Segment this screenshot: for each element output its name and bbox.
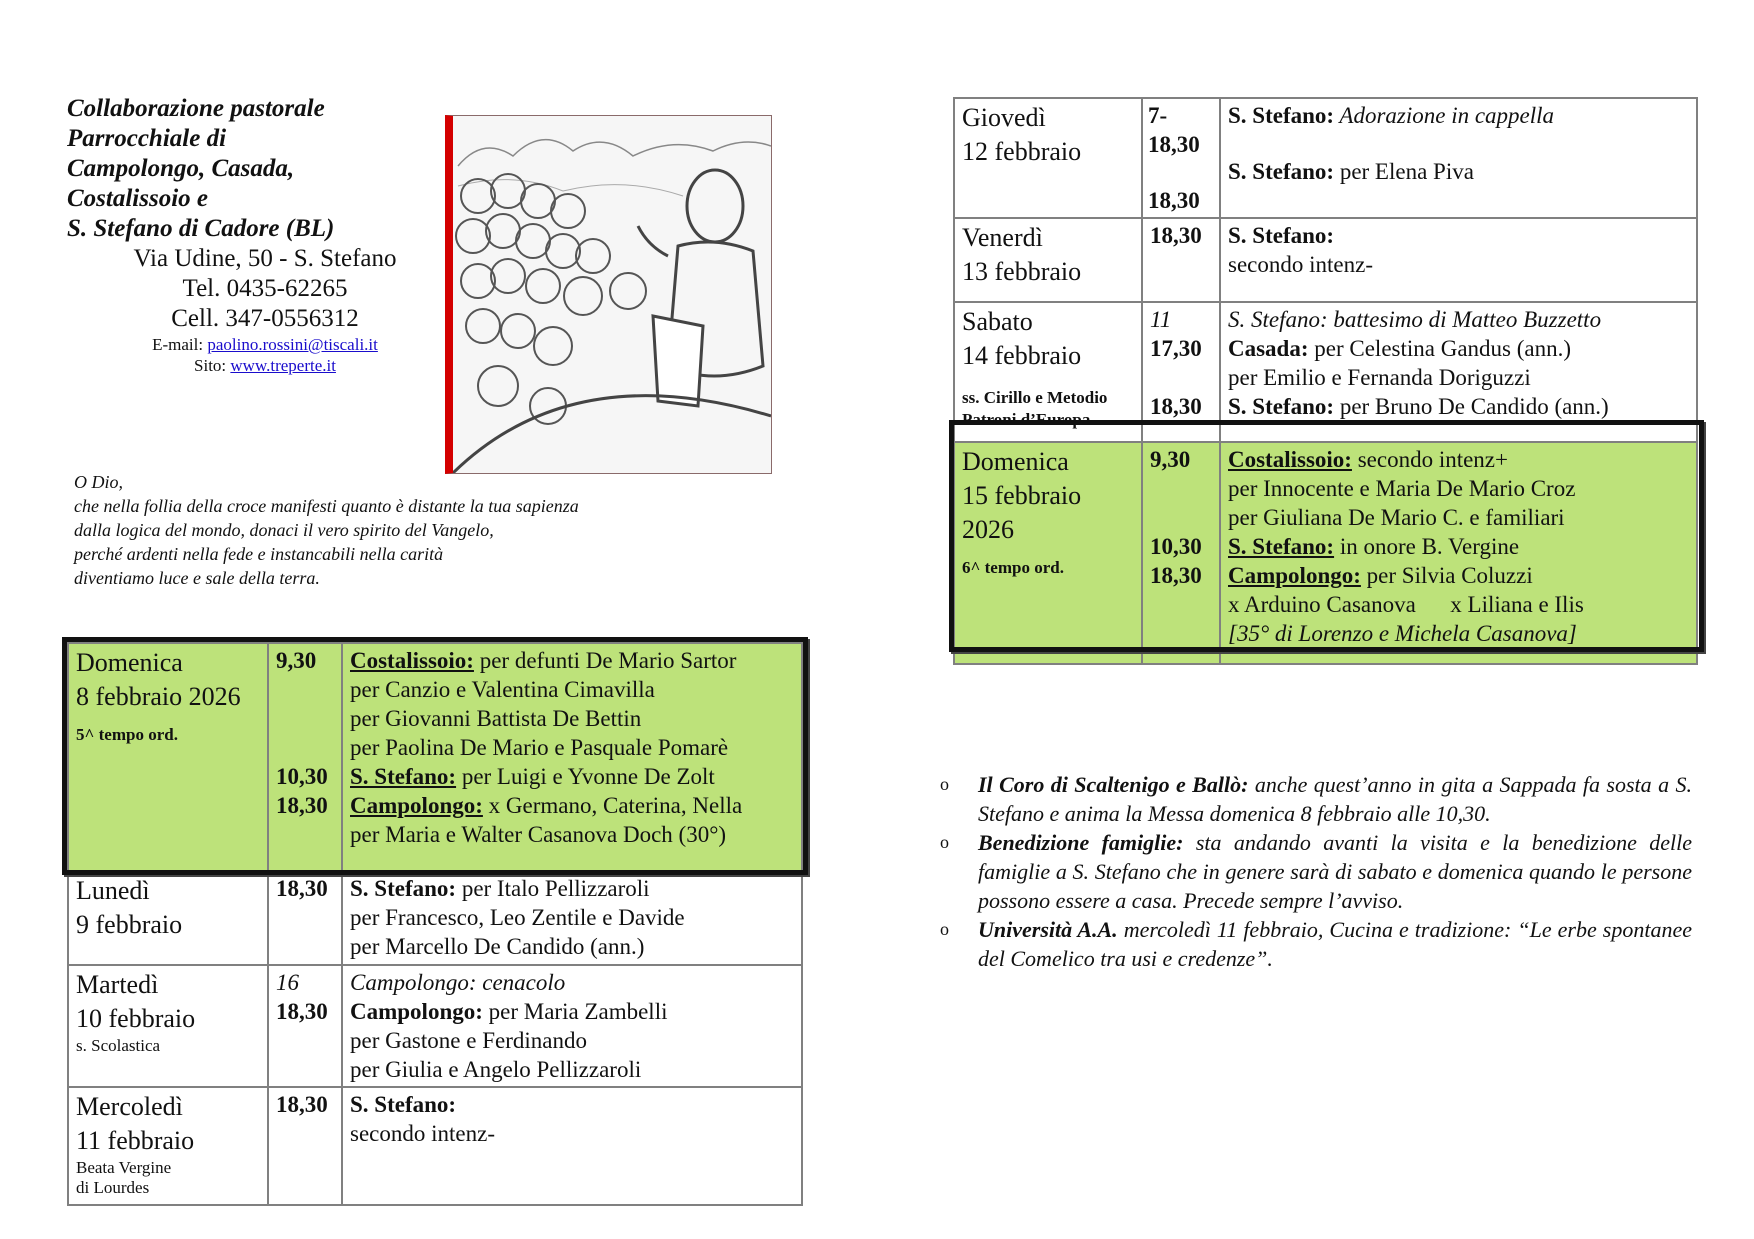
day-name: Venerdì [962,223,1043,252]
mass-time: 18,30 [276,1092,328,1117]
mass-time: 18,30 [276,793,328,818]
intention-line: Campolongo: per Maria Zambelli [350,999,668,1024]
schedule-row-sunday-15 [954,442,1697,664]
day-cell [954,218,1142,302]
mass-time: 7-18,30 [1148,103,1200,157]
bullet-circle-icon: o [940,774,949,794]
header-title-line: Parrocchiale di [67,125,227,152]
intention-line: Campolongo: per Silvia Coluzzi [1228,563,1533,588]
time-cell [1142,218,1220,302]
schedule-row-sunday-8 [68,643,802,871]
day-cell [68,965,268,1087]
intention-line: S. Stefano: per Bruno De Candido (ann.) [1228,394,1609,419]
cellphone: Cell. 347-0556312 [171,305,359,332]
illustration-drawing [453,116,771,473]
intentions-cell [1220,218,1697,302]
schedule-row-wednesday-11 [68,1087,802,1205]
notice-title: Il Coro di Scaltenigo e Ballò: [978,772,1249,797]
header-title-line: Collaborazione pastorale [67,95,325,122]
mass-time: 17,30 [1150,336,1202,361]
intention-place: S. Stefano: [1228,223,1335,248]
intention-line: S. Stefano: in onore B. Vergine [1228,534,1520,559]
notice-item [940,828,1692,915]
day-name: Martedì [76,970,159,999]
day-name: Giovedì [962,103,1046,132]
day-cell [68,643,268,871]
intentions-cell [342,643,802,871]
site-link[interactable]: www.treperte.it [230,356,336,375]
time-cell [268,1087,342,1205]
intention-line: per Francesco, Leo Zentile e Davide [350,905,685,930]
intention-line: per Giulia e Angelo Pellizzaroli [350,1057,642,1082]
notices-list [940,770,1692,973]
day-date: 11 febbraio [76,1126,195,1155]
notice-item [940,770,1692,828]
intentions-cell [342,965,802,1087]
notice-text: mercoledì 11 febbraio, Cucina e tradizione: “Le erbe spontanee del Comelico tra usi e credenze”. [978,917,1692,971]
day-date: 13 febbraio [962,257,1082,286]
day-cell [954,442,1142,664]
schedule-row-tuesday-10 [68,965,802,1087]
day-date: 15 febbraio [962,481,1082,510]
time-cell [268,871,342,965]
header-title-line: S. Stefano di Cadore (BL) [67,215,335,242]
intention-line: Campolongo: x Germano, Caterina, Nella [350,793,743,818]
day-name: Sabato [962,307,1033,336]
day-date: 10 febbraio [76,1004,196,1033]
time-cell [268,965,342,1087]
schedule-table-right [953,97,1698,665]
intention-line: Costalissoio: per defunti De Mario Sartor [350,648,737,673]
telephone: Tel. 0435-62265 [182,275,348,302]
intentions-cell [342,871,802,965]
prayer-line: diventiamo luce e sale della terra. [74,568,320,588]
day-cell [954,302,1142,442]
day-year: 2026 [962,515,1014,544]
day-name: Lunedì [76,876,150,905]
header-title-line: Campolongo, Casada, [67,155,295,182]
event-line: S. Stefano: battesimo di Matteo Buzzetto [1228,307,1602,332]
time-cell [1142,442,1220,664]
time-cell [1142,98,1220,218]
site-label: Sito: [194,356,231,375]
event-line: Campolongo: cenacolo [350,970,566,995]
day-date: 9 febbraio [76,910,183,939]
intention-line: per Innocente e Maria De Mario Croz [1228,476,1576,501]
illustration-jesus-preaching [445,115,772,474]
time-cell [268,643,342,871]
day-cell [954,98,1142,218]
saint-note: di Lourdes [76,1178,150,1197]
mass-time: 10,30 [1150,534,1202,559]
prayer-line: dalla logica del mondo, donaci il vero spirito del Vangelo, [74,520,494,540]
liturgical-note: 6^ tempo ord. [962,558,1064,577]
mass-time: 9,30 [276,648,317,673]
intention-line: per Giuliana De Mario C. e familiari [1228,505,1565,530]
site-line [67,355,425,376]
address: Via Udine, 50 - S. Stefano [133,245,397,272]
collect-prayer [74,470,579,590]
intention-line: secondo intenz- [1228,252,1373,277]
schedule-table-left [67,642,803,1206]
email-line [67,334,425,355]
notice-text: sta andando avanti la visita e la benedizione delle famiglie a S. Stefano che in genere sarà di sabato e domenica quando le persone possono essere a casa. Precede sempre l’avviso. [978,830,1692,913]
intention-line: per Marcello De Candido (ann.) [350,934,645,959]
schedule-row-friday-13 [954,218,1697,302]
day-date: 8 febbraio 2026 [76,682,241,711]
prayer-line: O Dio, [74,472,123,492]
notice-text: anche quest’anno in gita a Sappada fa sosta a S. Stefano e anima la Messa domenica 8 febbraio alle 10,30. [978,772,1692,826]
intention-line: per Giovanni Battista De Bettin [350,706,642,731]
intention-line: per Gastone e Ferdinando [350,1028,587,1053]
saint-note: Beata Vergine [76,1158,172,1177]
mass-time: 10,30 [276,764,328,789]
intention-line: S. Stefano: Adorazione in cappella [1228,103,1555,128]
mass-time: 9,30 [1150,447,1191,472]
mass-time: 18,30 [1150,563,1202,588]
mass-time: 18,30 [1148,188,1200,213]
intentions-cell [1220,98,1697,218]
anniversary-line: [35° di Lorenzo e Michela Casanova] [1228,621,1577,646]
intentions-cell [1220,442,1697,664]
intention-line: secondo intenz- [350,1121,495,1146]
event-time: 16 [276,970,299,995]
parish-header [67,94,397,376]
intention-line: S. Stefano: per Luigi e Yvonne De Zolt [350,764,715,789]
email-label: E-mail: [152,335,208,354]
intention-line: per Canzio e Valentina Cimavilla [350,677,655,702]
bullet-circle-icon: o [940,832,949,852]
email-link[interactable]: paolino.rossini@tiscali.it [207,335,378,354]
day-name: Domenica [76,648,183,677]
intention-line: per Maria e Walter Casanova Doch (30°) [350,822,727,847]
bullet-circle-icon: o [940,919,949,939]
saint-note: ss. Cirillo e Metodio [962,388,1108,407]
header-title-line: Costalissoio e [67,185,208,212]
intention-line: Casada: per Celestina Gandus (ann.) [1228,336,1572,361]
intention-line: per Emilio e Fernanda Doriguzzi [1228,365,1531,390]
liturgical-note: 5^ tempo ord. [76,725,178,744]
notice-item [940,915,1692,973]
intention-line: x Arduino Casanova x Liliana e Ilis [1228,592,1584,617]
day-name: Mercoledì [76,1092,183,1121]
notice-title: Benedizione famiglie: [978,830,1184,855]
prayer-line: perché ardenti nella fede e instancabili nella carità [74,544,444,564]
schedule-row-saturday-14 [954,302,1697,442]
saint-note: s. Scolastica [76,1036,161,1055]
intentions-cell [1220,302,1697,442]
day-name: Domenica [962,447,1069,476]
intention-line: per Paolina De Mario e Pasquale Pomarè [350,735,729,760]
intentions-cell [342,1087,802,1205]
day-cell [68,1087,268,1205]
intention-place: S. Stefano: [350,1092,457,1117]
prayer-line: che nella follia della croce manifesti quanto è distante la tua sapienza [74,496,579,516]
notice-title: Università A.A. [978,917,1118,942]
day-date: 12 febbraio [962,137,1082,166]
intention-line: S. Stefano: per Elena Piva [1228,159,1474,184]
intention-line: Costalissoio: secondo intenz+ [1228,447,1508,472]
mass-time: 18,30 [1150,394,1202,419]
event-time: 11 [1150,307,1172,332]
time-cell [1142,302,1220,442]
mass-time: 18,30 [276,876,328,901]
schedule-row-thursday-12 [954,98,1697,218]
schedule-row-monday-9 [68,871,802,965]
saint-note: Patroni d’Europa [962,410,1091,429]
mass-time: 18,30 [276,999,328,1024]
day-cell [68,871,268,965]
day-date: 14 febbraio [962,341,1082,370]
intention-line: S. Stefano: per Italo Pellizzaroli [350,876,650,901]
mass-time: 18,30 [1150,223,1202,248]
